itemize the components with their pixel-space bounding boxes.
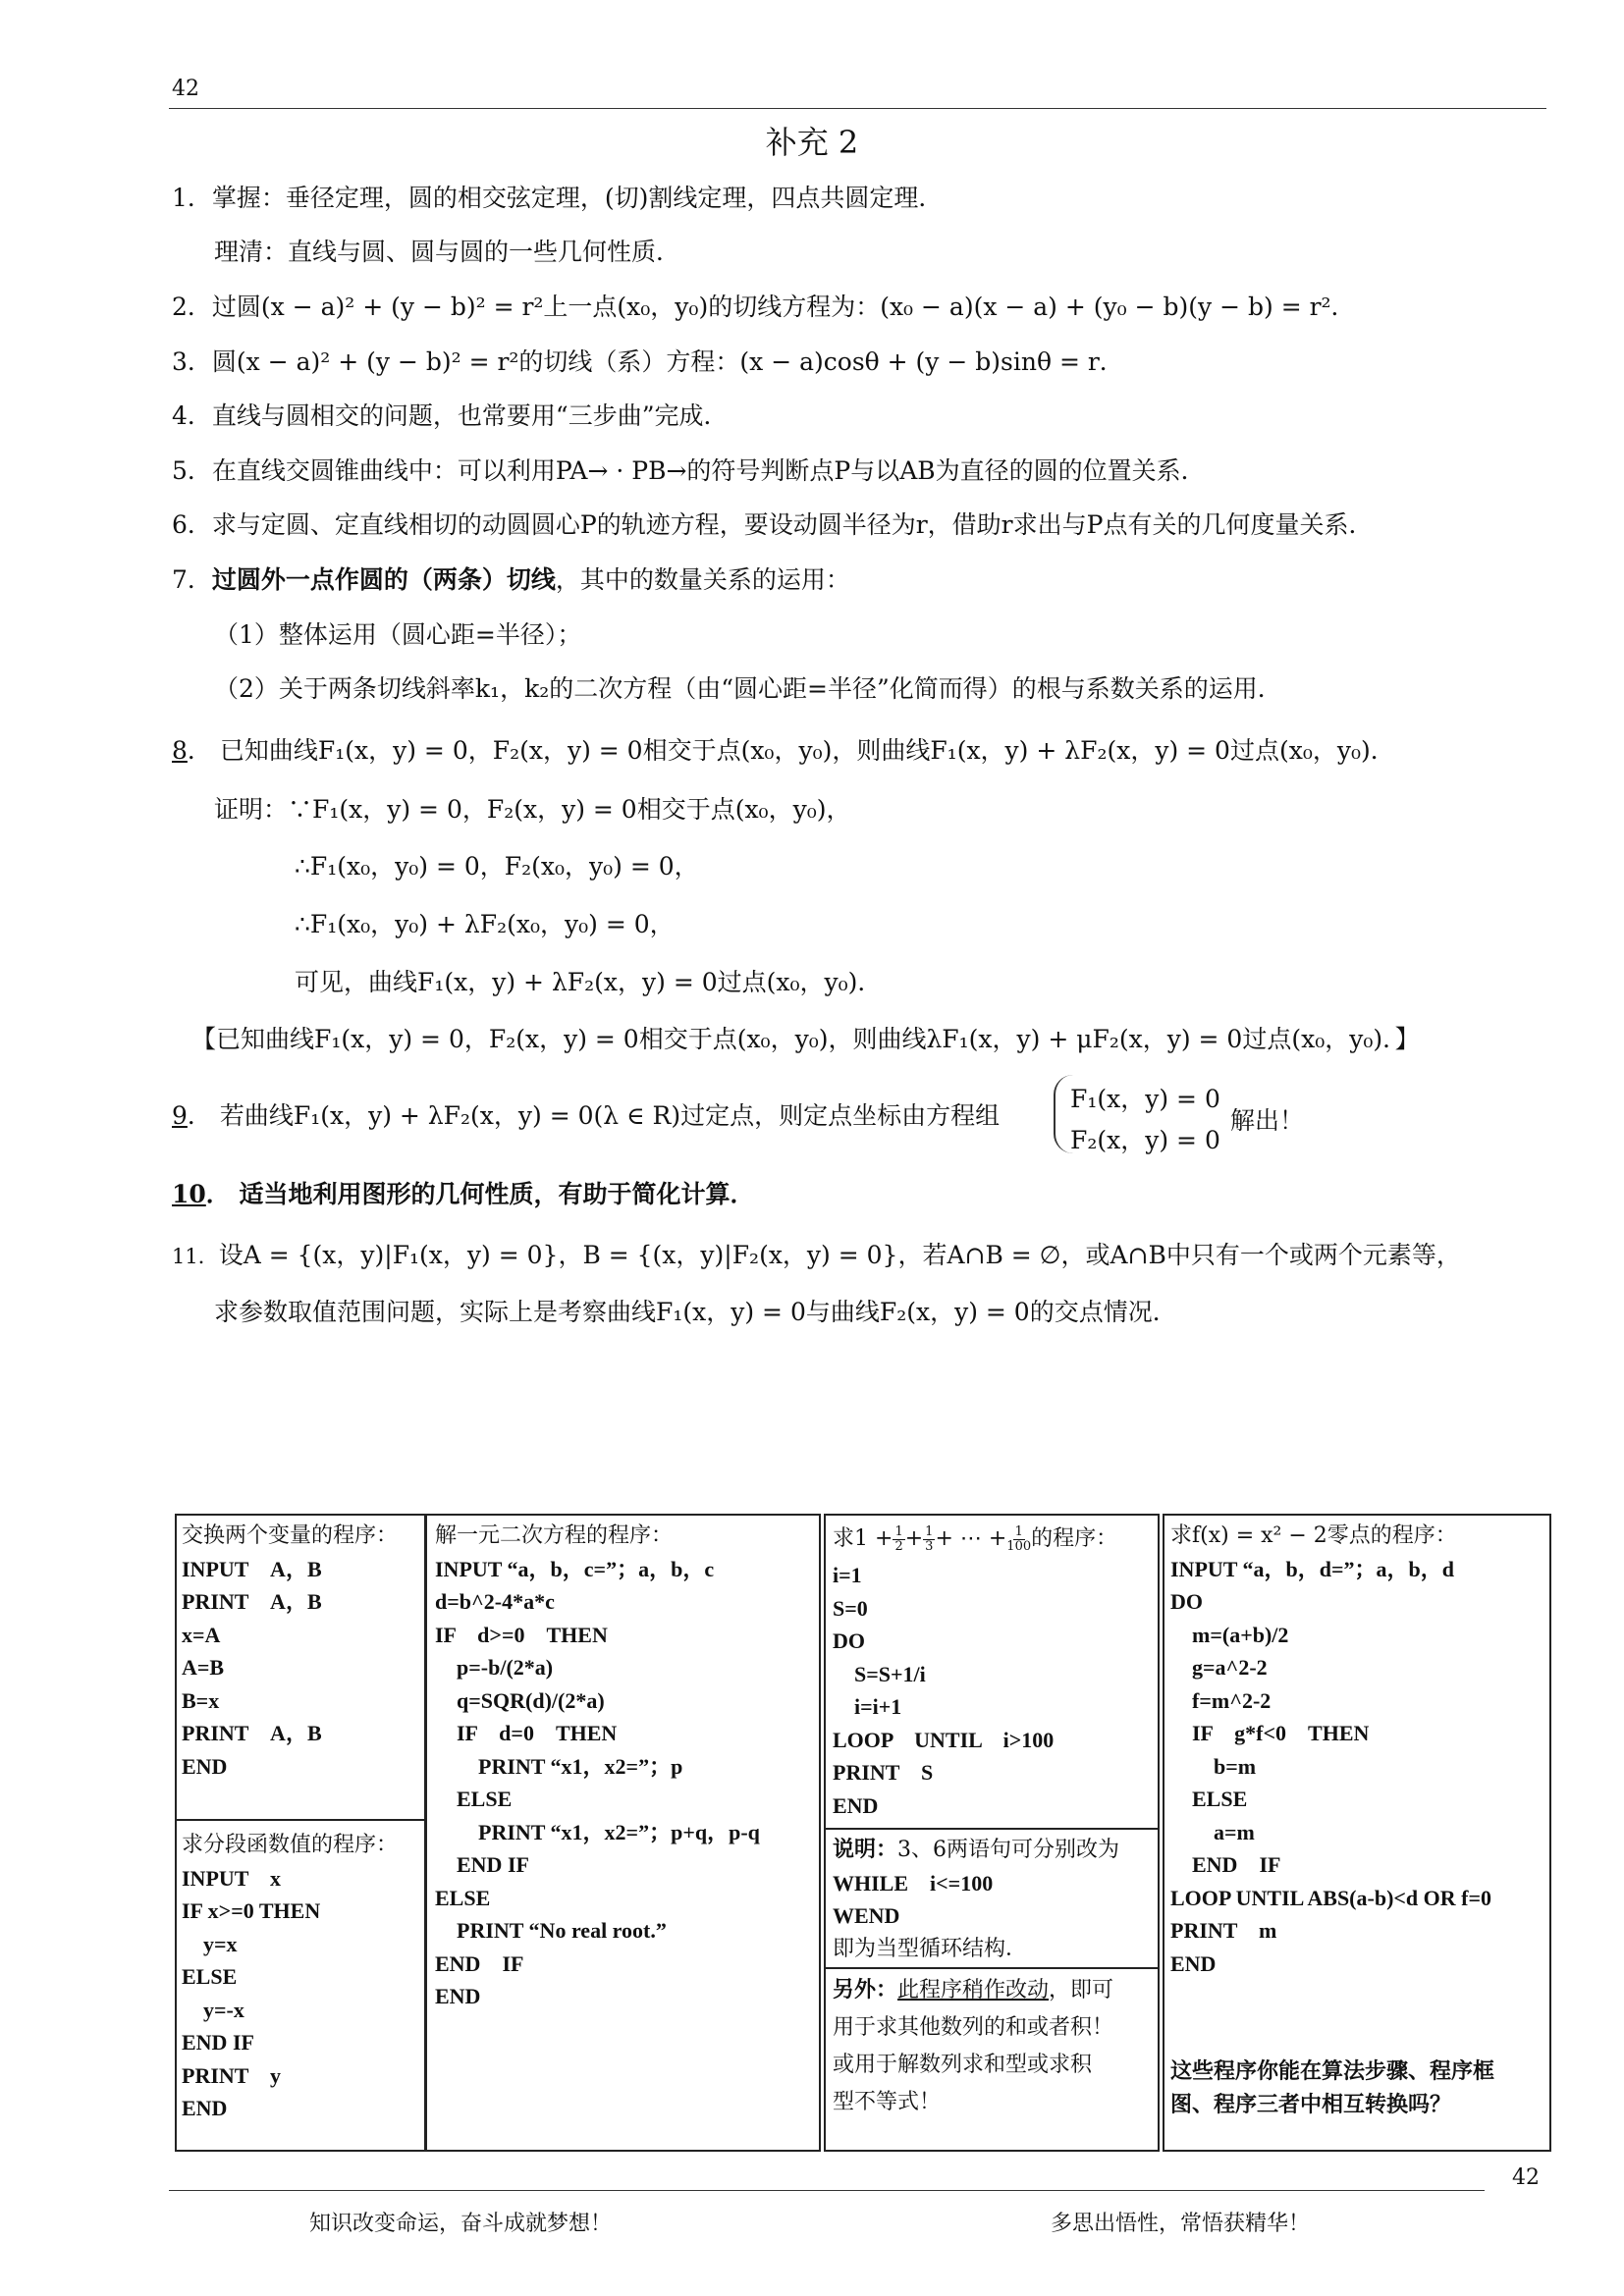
extra-heading [833, 1971, 1113, 2009]
item-8 [172, 734, 1395, 768]
code-line: B=x [182, 1687, 220, 1713]
code-line: i=1 [833, 1563, 862, 1587]
code-line: PRINT A，B [182, 1589, 322, 1614]
code-line: m=(a+b)/2 [1170, 1622, 1289, 1647]
zero-program [1170, 1520, 1491, 1980]
code-line: x=A [182, 1622, 221, 1647]
item-2: 2．过圆(x − a)² + (y − b)² = r²上一点(x₀，y₀)的切线方程为：(x₀ − a)(x − a) + (y₀ − b)(y − b) = r²． [172, 293, 1356, 321]
item-8-generalization: 【已知曲线F₁(x，y) = 0，F₂(x，y) = 0相交于点(x₀，y₀)，则曲线λF₁(x，y) + μF₂(x，y) = 0过点(x₀，y₀)．】 [191, 1025, 1420, 1053]
fraction-num: 1 [925, 1523, 934, 1539]
code-line: END IF [435, 1950, 524, 1976]
sum-note [833, 1834, 1119, 1965]
item-11-number: 11． [172, 1245, 219, 1268]
item-7-rest: ，其中的数量关系的运用： [555, 565, 850, 594]
code-line: IF d>=0 THEN [435, 1622, 608, 1647]
piecewise-title: 求分段函数值的程序： [182, 1833, 399, 1857]
item-7-bold: 过圆外一点作圆的（两条）切线 [211, 565, 556, 594]
box-sum-divider-1 [824, 1828, 1160, 1830]
question-line: 这些程序你能在算法步骤、程序框 [1170, 2058, 1495, 2084]
fraction-den: 100 [1006, 1538, 1032, 1554]
code-line: END IF [1170, 1852, 1281, 1877]
code-line: A=B [182, 1655, 225, 1680]
extra-line: 或用于解数列求和型或求积 [833, 2053, 1093, 2077]
item-9 [172, 1099, 1000, 1133]
item-8-dot: ． [187, 736, 212, 765]
fraction [1006, 1525, 1031, 1554]
note-tail: 即为当型循环结构． [833, 1936, 1028, 1961]
sum-title-plus: + [904, 1526, 924, 1552]
piecewise-program [182, 1829, 398, 2125]
quadratic-title: 解一元二次方程的程序： [435, 1523, 674, 1548]
footer-left-motto: 知识改变命运，奋斗成就梦想！ [309, 2212, 613, 2236]
code-line: f=m^2-2 [1170, 1687, 1272, 1713]
page-title: 补充 2 [765, 124, 859, 161]
fraction-num: 1 [1014, 1523, 1023, 1539]
item-1: 1．掌握：垂径定理，圆的相交弦定理，(切)割线定理，四点共圆定理． [172, 184, 944, 212]
note-label: 说明： [833, 1837, 898, 1862]
proof-line-1: 证明：∵F₁(x，y) = 0，F₂(x，y) = 0相交于点(x₀，y₀)， [214, 795, 851, 824]
system-tail: 解出！ [1230, 1106, 1305, 1135]
system-eq-1: F₁(x，y) = 0 [1070, 1085, 1220, 1113]
zero-title: 求f(x) = x² − 2零点的程序： [1170, 1523, 1457, 1548]
code-line: INPUT “a，b，c=”；a，b，c [435, 1556, 715, 1581]
extra-line: 型不等式！ [833, 2090, 942, 2114]
item-11-text: 设A = {(x，y)|F₁(x，y) = 0}，B = {(x，y)|F₂(x，y) = 0}，若A∩B = ∅，或A∩B中只有一个或两个元素等， [218, 1241, 1461, 1269]
item-5: 5．在直线交圆锥曲线中：可以利用PA→ · PB→的符号判断点P与以AB为直径的圆的位置关系． [172, 456, 1206, 485]
footer-page-number: 42 [1512, 2165, 1540, 2190]
note-heading [833, 1834, 1119, 1867]
code-line: IF d=0 THEN [435, 1721, 618, 1745]
item-7-1: （1）整体运用（圆心距=半径）； [214, 620, 582, 649]
swap-program [182, 1520, 398, 1783]
code-line: PRINT A，B [182, 1721, 322, 1745]
code-line: b=m [1170, 1753, 1257, 1779]
code-line: PRINT “No real root.” [435, 1918, 667, 1943]
code-line: END IF [182, 2030, 254, 2055]
sum-title [833, 1520, 1117, 1559]
item-10-number: 10 [172, 1180, 206, 1208]
code-line: a=m [1170, 1819, 1255, 1844]
code-line: PRINT S [833, 1760, 934, 1785]
code-line: LOOP UNTIL i>100 [833, 1727, 1055, 1752]
extra-label: 另外： [833, 1977, 898, 2002]
sum-extra [833, 1971, 1113, 2121]
code-line: p=-b/(2*a) [435, 1655, 554, 1680]
code-line: PRINT y [182, 2062, 282, 2088]
item-6: 6．求与定圆、定直线相切的动圆圆心P的轨迹方程，要设动圆半径为r，借助r求出与P点有关的几何度量关系． [172, 510, 1374, 539]
item-3: 3．圆(x − a)² + (y − b)² = r²的切线（系）方程：(x − a)cosθ + (y − b)sinθ = r． [172, 347, 1124, 376]
sum-title-post: 的程序： [1031, 1526, 1118, 1552]
item-10-dot: ． [205, 1180, 231, 1208]
item-8-number: 8 [172, 736, 188, 765]
item-1-cont: 理清：直线与圆、圆与圆的一些几何性质． [214, 238, 681, 266]
item-11-cont: 求参数取值范围问题，实际上是考察曲线F₁(x，y) = 0与曲线F₂(x，y) = 0的交点情况． [214, 1298, 1177, 1326]
question-line: 图、程序三者中相互转换吗？ [1170, 2091, 1452, 2117]
footer-right-motto: 多思出悟性，常悟获精华！ [1051, 2212, 1311, 2236]
sum-title-dots: + ⋯ + [935, 1526, 1007, 1552]
code-line: g=a^2-2 [1170, 1655, 1268, 1680]
fraction-den: 3 [925, 1538, 934, 1554]
code-line: ELSE [1170, 1787, 1248, 1811]
code-line: PRINT “x1，x2=”；p+q，p-q [435, 1819, 760, 1844]
code-line: ELSE [182, 1964, 238, 1989]
zero-question [1170, 2056, 1494, 2121]
code-line: DO [1170, 1589, 1203, 1614]
code-line: d=b^2-4*a*c [435, 1589, 555, 1614]
item-10 [172, 1178, 755, 1211]
item-7 [172, 563, 850, 597]
swap-title: 交换两个变量的程序： [182, 1523, 399, 1548]
box-divider [175, 1819, 427, 1821]
item-10-text: 适当地利用图形的几何性质，有助于简化计算． [239, 1180, 755, 1208]
code-line: DO [833, 1629, 865, 1653]
header-page-number: 42 [172, 77, 199, 101]
quadratic-program [435, 1520, 816, 2013]
code-line: WEND [833, 1903, 900, 1928]
item-8-text: 已知曲线F₁(x，y) = 0，F₂(x，y) = 0相交于点(x₀，y₀)，则曲线F₁(x，y) + λF₂(x，y) = 0过点(x₀，y₀)． [219, 736, 1395, 765]
code-line: WHILE i<=100 [833, 1870, 994, 1896]
code-line: END IF [435, 1852, 529, 1877]
footer-rule [169, 2190, 1485, 2191]
proof-line-3: ∴F₁(x₀，y₀) + λF₂(x₀，y₀) = 0， [295, 910, 675, 938]
fraction-den: 2 [894, 1538, 903, 1554]
code-line: ELSE [435, 1885, 491, 1910]
item-11 [172, 1239, 1461, 1273]
code-line: END [1170, 1950, 1217, 1976]
fraction [923, 1525, 935, 1554]
code-line: INPUT x [182, 1865, 282, 1891]
sum-program [833, 1520, 1117, 1822]
item-9-number: 9 [172, 1101, 188, 1130]
code-line: END [182, 2096, 228, 2120]
proof-line-4: 可见，曲线F₁(x，y) + λF₂(x，y) = 0过点(x₀，y₀)． [295, 968, 883, 996]
code-line: PRINT m [1170, 1918, 1277, 1943]
item-4: 4．直线与圆相交的问题，也常要用“三步曲”完成． [172, 401, 729, 430]
code-line: y=x [182, 1931, 238, 1956]
header-rule [169, 108, 1546, 109]
code-line: q=SQR(d)/(2*a) [435, 1687, 605, 1713]
code-line: y=-x [182, 1997, 244, 2022]
fraction-num: 1 [894, 1523, 903, 1539]
code-line: PRINT “x1，x2=”；p [435, 1753, 683, 1779]
extra-underlined: 此程序稍作改动 [897, 1978, 1050, 2002]
extra-line: 用于求其他数列的和或者积！ [833, 2015, 1114, 2040]
fraction [893, 1525, 904, 1554]
proof-line-2: ∴F₁(x₀，y₀) = 0，F₂(x₀，y₀) = 0， [295, 852, 699, 881]
code-line: INPUT A，B [182, 1556, 322, 1581]
code-line: END [833, 1792, 879, 1818]
note-text: 3、6两语句可分别改为 [897, 1838, 1120, 1862]
code-line: ELSE [435, 1787, 513, 1811]
box-sum-divider-2 [824, 1967, 1160, 1969]
code-line: S=0 [833, 1595, 868, 1621]
code-line: INPUT “a，b，d=”；a，b，d [1170, 1556, 1455, 1581]
code-line: LOOP UNTIL ABS(a-b)<d OR f=0 [1170, 1885, 1492, 1910]
code-line: END [182, 1753, 228, 1779]
item-7-2: （2）关于两条切线斜率k₁，k₂的二次方程（由“圆心距=半径”化简而得）的根与系数关系的运用． [214, 674, 1282, 703]
code-line: END [435, 1984, 481, 2008]
item-9-dot: ． [187, 1101, 212, 1130]
code-line: IF x>=0 THEN [182, 1898, 321, 1923]
code-line: S=S+1/i [833, 1661, 926, 1686]
item-9-text: 若曲线F₁(x，y) + λF₂(x，y) = 0(λ ∈ R)过定点，则定点坐标由方程组 [219, 1101, 1001, 1130]
code-line: IF g*f<0 THEN [1170, 1721, 1370, 1745]
sum-title-pre: 求1 + [833, 1526, 893, 1552]
system-eq-2: F₂(x，y) = 0 [1070, 1126, 1220, 1154]
code-line: i=i+1 [833, 1694, 902, 1719]
item-7-number: 7． [172, 565, 212, 594]
extra-rest: ，即可 [1049, 1978, 1114, 2002]
